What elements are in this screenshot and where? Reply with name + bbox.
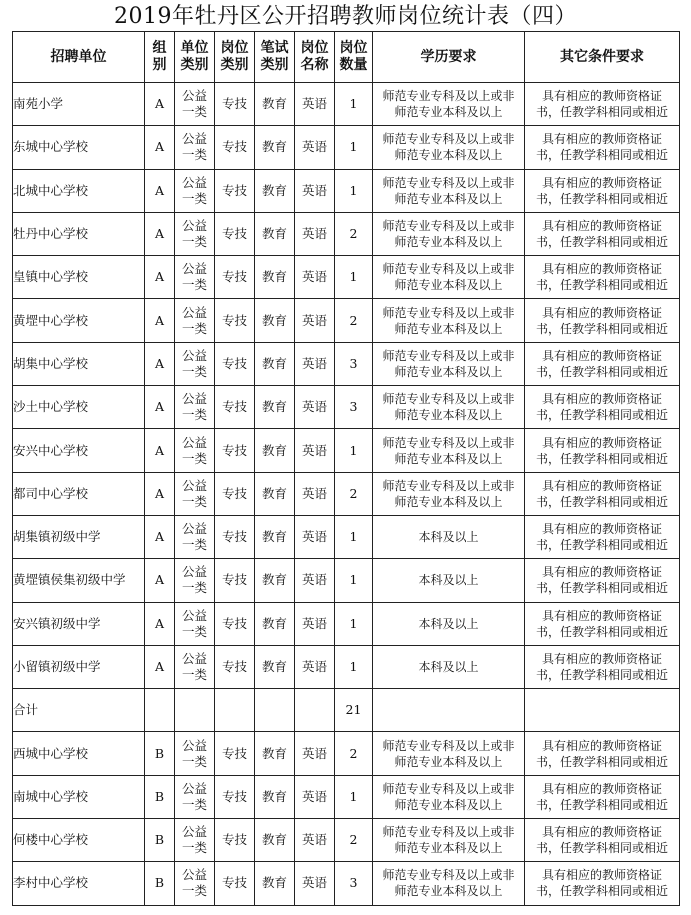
table-row <box>13 126 680 169</box>
total-count: 21 <box>335 689 373 732</box>
cell-post-type: 专技 <box>215 342 255 385</box>
header-unit: 招聘单位 <box>13 32 145 83</box>
cell-education: 师范专业专科及以上或非 师范专业本科及以上 <box>373 386 525 429</box>
cell-post-name: 英语 <box>295 256 335 299</box>
cell-other-requirements: 具有相应的教师资格证 书，任教学科相同或相近 <box>525 732 680 775</box>
cell-exam-type: 教育 <box>255 602 295 645</box>
cell-post-count: 3 <box>335 862 373 905</box>
table-row <box>13 212 680 255</box>
cell-unit-type: 公益 一类 <box>175 819 215 862</box>
cell-unit-type: 公益 一类 <box>175 559 215 602</box>
cell-unit-type: 公益 一类 <box>175 645 215 688</box>
cell-education: 师范专业专科及以上或非 师范专业本科及以上 <box>373 819 525 862</box>
cell-post-type: 专技 <box>215 299 255 342</box>
cell-post-name: 英语 <box>295 775 335 818</box>
cell-post-type: 专技 <box>215 83 255 126</box>
cell-unit: 何楼中心学校 <box>13 819 145 862</box>
cell-group: A <box>145 126 175 169</box>
cell-post-type: 专技 <box>215 472 255 515</box>
table-row <box>13 256 680 299</box>
cell-post-count: 1 <box>335 169 373 212</box>
cell-unit: 都司中心学校 <box>13 472 145 515</box>
cell-group: A <box>145 429 175 472</box>
cell-unit-type: 公益 一类 <box>175 342 215 385</box>
cell-other-requirements: 具有相应的教师资格证 书，任教学科相同或相近 <box>525 342 680 385</box>
table-row <box>13 819 680 862</box>
page-title: 2019年牡丹区公开招聘教师岗位统计表（四） <box>114 4 577 29</box>
cell-unit-type: 公益 一类 <box>175 515 215 558</box>
table-row <box>13 775 680 818</box>
cell-group: A <box>145 645 175 688</box>
cell-education: 师范专业专科及以上或非 师范专业本科及以上 <box>373 429 525 472</box>
cell-unit: 皇镇中心学校 <box>13 256 145 299</box>
cell-post-type: 专技 <box>215 386 255 429</box>
cell-group: A <box>145 83 175 126</box>
cell-other-requirements: 具有相应的教师资格证 书，任教学科相同或相近 <box>525 429 680 472</box>
cell-exam-type: 教育 <box>255 212 295 255</box>
recruitment-table <box>12 31 680 906</box>
table-row <box>13 169 680 212</box>
cell-post-type: 专技 <box>215 169 255 212</box>
cell-other-requirements: 具有相应的教师资格证 书，任教学科相同或相近 <box>525 386 680 429</box>
cell-exam-type: 教育 <box>255 559 295 602</box>
cell-post-name: 英语 <box>295 515 335 558</box>
cell-exam-type: 教育 <box>255 819 295 862</box>
cell-exam-type: 教育 <box>255 386 295 429</box>
cell-post-count: 2 <box>335 819 373 862</box>
cell-post-name: 英语 <box>295 732 335 775</box>
cell-post-count: 1 <box>335 559 373 602</box>
cell-unit-type: 公益 一类 <box>175 169 215 212</box>
cell-post-type: 专技 <box>215 559 255 602</box>
cell-group: A <box>145 559 175 602</box>
cell-post-type: 专技 <box>215 775 255 818</box>
cell-exam-type: 教育 <box>255 645 295 688</box>
cell-post-name: 英语 <box>295 342 335 385</box>
cell-exam-type: 教育 <box>255 775 295 818</box>
cell-post-name: 英语 <box>295 862 335 905</box>
cell-education: 师范专业专科及以上或非 师范专业本科及以上 <box>373 126 525 169</box>
header-group: 组 别 <box>145 32 175 83</box>
empty-cell <box>525 689 680 732</box>
empty-cell <box>175 689 215 732</box>
table-row <box>13 342 680 385</box>
cell-unit-type: 公益 一类 <box>175 299 215 342</box>
cell-other-requirements: 具有相应的教师资格证 书，任教学科相同或相近 <box>525 775 680 818</box>
cell-other-requirements: 具有相应的教师资格证 书，任教学科相同或相近 <box>525 256 680 299</box>
cell-other-requirements: 具有相应的教师资格证 书，任教学科相同或相近 <box>525 126 680 169</box>
cell-post-name: 英语 <box>295 83 335 126</box>
header-post-name: 岗位 名称 <box>295 32 335 83</box>
cell-post-count: 2 <box>335 472 373 515</box>
cell-other-requirements: 具有相应的教师资格证 书，任教学科相同或相近 <box>525 862 680 905</box>
cell-other-requirements: 具有相应的教师资格证 书，任教学科相同或相近 <box>525 515 680 558</box>
empty-cell <box>145 689 175 732</box>
cell-post-count: 1 <box>335 126 373 169</box>
cell-unit: 小留镇初级中学 <box>13 645 145 688</box>
table-row <box>13 386 680 429</box>
table-row <box>13 515 680 558</box>
cell-post-count: 1 <box>335 429 373 472</box>
cell-group: A <box>145 602 175 645</box>
cell-post-name: 英语 <box>295 645 335 688</box>
cell-other-requirements: 具有相应的教师资格证 书，任教学科相同或相近 <box>525 169 680 212</box>
cell-unit-type: 公益 一类 <box>175 386 215 429</box>
cell-other-requirements: 具有相应的教师资格证 书，任教学科相同或相近 <box>525 299 680 342</box>
cell-group: B <box>145 775 175 818</box>
header-post-count: 岗位 数量 <box>335 32 373 83</box>
table-row <box>13 429 680 472</box>
empty-cell <box>295 689 335 732</box>
cell-unit: 南苑小学 <box>13 83 145 126</box>
table-row <box>13 862 680 905</box>
cell-group: A <box>145 515 175 558</box>
cell-education: 本科及以上 <box>373 515 525 558</box>
cell-group: B <box>145 819 175 862</box>
table-row <box>13 472 680 515</box>
cell-post-name: 英语 <box>295 386 335 429</box>
table-row <box>13 83 680 126</box>
cell-post-name: 英语 <box>295 126 335 169</box>
cell-post-type: 专技 <box>215 256 255 299</box>
header-unit-type: 单位 类别 <box>175 32 215 83</box>
cell-unit-type: 公益 一类 <box>175 472 215 515</box>
cell-exam-type: 教育 <box>255 256 295 299</box>
cell-unit-type: 公益 一类 <box>175 126 215 169</box>
cell-exam-type: 教育 <box>255 169 295 212</box>
cell-post-count: 1 <box>335 256 373 299</box>
cell-post-type: 专技 <box>215 126 255 169</box>
cell-unit-type: 公益 一类 <box>175 775 215 818</box>
cell-post-name: 英语 <box>295 212 335 255</box>
header-post-type: 岗位 类别 <box>215 32 255 83</box>
cell-group: A <box>145 299 175 342</box>
cell-unit: 安兴中心学校 <box>13 429 145 472</box>
cell-exam-type: 教育 <box>255 126 295 169</box>
cell-group: B <box>145 732 175 775</box>
cell-exam-type: 教育 <box>255 429 295 472</box>
cell-unit: 黄堽镇侯集初级中学 <box>13 559 145 602</box>
empty-cell <box>373 689 525 732</box>
empty-cell <box>215 689 255 732</box>
cell-unit-type: 公益 一类 <box>175 83 215 126</box>
header-education: 学历要求 <box>373 32 525 83</box>
cell-other-requirements: 具有相应的教师资格证 书，任教学科相同或相近 <box>525 645 680 688</box>
cell-other-requirements: 具有相应的教师资格证 书，任教学科相同或相近 <box>525 602 680 645</box>
cell-post-count: 1 <box>335 775 373 818</box>
cell-exam-type: 教育 <box>255 472 295 515</box>
cell-education: 本科及以上 <box>373 602 525 645</box>
cell-post-count: 2 <box>335 212 373 255</box>
cell-post-type: 专技 <box>215 819 255 862</box>
cell-unit: 东城中心学校 <box>13 126 145 169</box>
cell-group: A <box>145 472 175 515</box>
cell-unit: 沙土中心学校 <box>13 386 145 429</box>
cell-unit: 胡集中心学校 <box>13 342 145 385</box>
cell-post-name: 英语 <box>295 559 335 602</box>
cell-unit: 黄堽中心学校 <box>13 299 145 342</box>
cell-education: 师范专业专科及以上或非 师范专业本科及以上 <box>373 862 525 905</box>
cell-group: A <box>145 169 175 212</box>
cell-group: A <box>145 386 175 429</box>
cell-post-type: 专技 <box>215 645 255 688</box>
cell-exam-type: 教育 <box>255 732 295 775</box>
cell-unit: 安兴镇初级中学 <box>13 602 145 645</box>
cell-education: 师范专业专科及以上或非 师范专业本科及以上 <box>373 169 525 212</box>
cell-education: 师范专业专科及以上或非 师范专业本科及以上 <box>373 342 525 385</box>
cell-unit: 胡集镇初级中学 <box>13 515 145 558</box>
cell-group: A <box>145 342 175 385</box>
cell-post-type: 专技 <box>215 602 255 645</box>
cell-education: 本科及以上 <box>373 645 525 688</box>
cell-education: 师范专业专科及以上或非 师范专业本科及以上 <box>373 472 525 515</box>
cell-unit-type: 公益 一类 <box>175 256 215 299</box>
header-exam-type: 笔试 类别 <box>255 32 295 83</box>
cell-other-requirements: 具有相应的教师资格证 书，任教学科相同或相近 <box>525 212 680 255</box>
cell-post-type: 专技 <box>215 429 255 472</box>
cell-unit: 牡丹中心学校 <box>13 212 145 255</box>
cell-exam-type: 教育 <box>255 342 295 385</box>
cell-post-count: 2 <box>335 732 373 775</box>
cell-post-type: 专技 <box>215 212 255 255</box>
cell-unit-type: 公益 一类 <box>175 212 215 255</box>
table-row <box>13 299 680 342</box>
cell-post-name: 英语 <box>295 429 335 472</box>
cell-other-requirements: 具有相应的教师资格证 书，任教学科相同或相近 <box>525 83 680 126</box>
table-row <box>13 559 680 602</box>
cell-other-requirements: 具有相应的教师资格证 书，任教学科相同或相近 <box>525 472 680 515</box>
cell-post-name: 英语 <box>295 602 335 645</box>
cell-post-count: 3 <box>335 386 373 429</box>
cell-post-name: 英语 <box>295 819 335 862</box>
cell-unit-type: 公益 一类 <box>175 732 215 775</box>
table-row <box>13 645 680 688</box>
cell-unit-type: 公益 一类 <box>175 602 215 645</box>
cell-exam-type: 教育 <box>255 83 295 126</box>
cell-unit: 西城中心学校 <box>13 732 145 775</box>
cell-post-count: 1 <box>335 645 373 688</box>
cell-unit-type: 公益 一类 <box>175 429 215 472</box>
cell-post-name: 英语 <box>295 169 335 212</box>
cell-post-count: 1 <box>335 515 373 558</box>
cell-exam-type: 教育 <box>255 299 295 342</box>
cell-group: B <box>145 862 175 905</box>
cell-exam-type: 教育 <box>255 515 295 558</box>
cell-education: 师范专业专科及以上或非 师范专业本科及以上 <box>373 256 525 299</box>
cell-unit: 李村中心学校 <box>13 862 145 905</box>
header-row <box>13 32 680 83</box>
cell-education: 师范专业专科及以上或非 师范专业本科及以上 <box>373 775 525 818</box>
cell-education: 师范专业专科及以上或非 师范专业本科及以上 <box>373 299 525 342</box>
cell-unit: 北城中心学校 <box>13 169 145 212</box>
cell-other-requirements: 具有相应的教师资格证 书，任教学科相同或相近 <box>525 819 680 862</box>
cell-post-name: 英语 <box>295 472 335 515</box>
cell-post-name: 英语 <box>295 299 335 342</box>
cell-post-count: 2 <box>335 299 373 342</box>
cell-group: A <box>145 256 175 299</box>
cell-education: 师范专业专科及以上或非 师范专业本科及以上 <box>373 83 525 126</box>
cell-unit: 南城中心学校 <box>13 775 145 818</box>
cell-post-type: 专技 <box>215 515 255 558</box>
empty-cell <box>255 689 295 732</box>
header-other-requirements: 其它条件要求 <box>525 32 680 83</box>
cell-exam-type: 教育 <box>255 862 295 905</box>
total-label: 合计 <box>13 689 145 732</box>
table-row <box>13 602 680 645</box>
cell-other-requirements: 具有相应的教师资格证 书，任教学科相同或相近 <box>525 559 680 602</box>
cell-unit-type: 公益 一类 <box>175 862 215 905</box>
cell-post-count: 1 <box>335 602 373 645</box>
cell-group: A <box>145 212 175 255</box>
cell-education: 师范专业专科及以上或非 师范专业本科及以上 <box>373 212 525 255</box>
cell-education: 本科及以上 <box>373 559 525 602</box>
table-row <box>13 732 680 775</box>
cell-post-type: 专技 <box>215 732 255 775</box>
cell-post-count: 3 <box>335 342 373 385</box>
cell-post-type: 专技 <box>215 862 255 905</box>
cell-education: 师范专业专科及以上或非 师范专业本科及以上 <box>373 732 525 775</box>
cell-post-count: 1 <box>335 83 373 126</box>
total-row <box>13 689 680 732</box>
